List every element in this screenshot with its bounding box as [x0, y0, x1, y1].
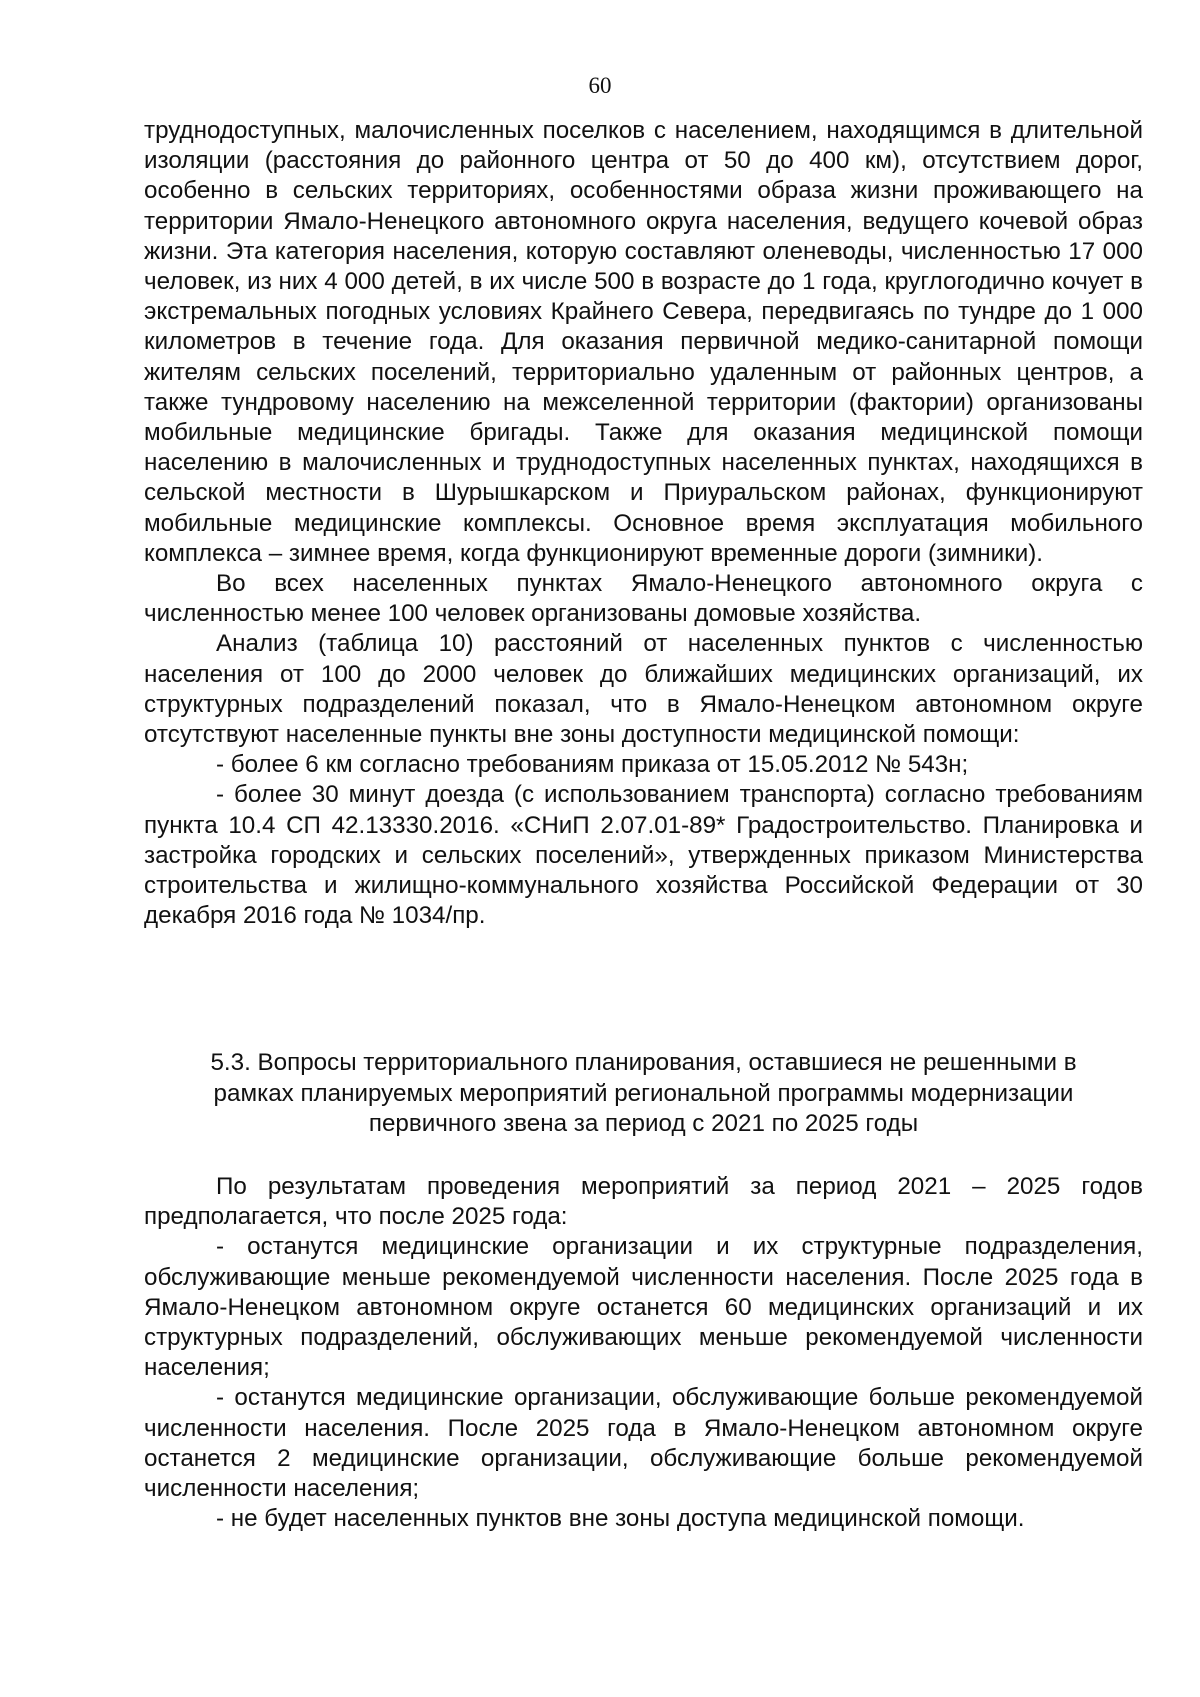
section-heading	[144, 1048, 1143, 1140]
page-number: 60	[588, 73, 612, 98]
list-item-travel-time: - более 30 минут доезда (с использованием транспорта) согласно требованиям пункта 10.4 СП 42.13330.2016. «СНиП 2.07.01-89* Градостроительство. Планировка и застройка городских и сельских поселений», утвержденных приказом Министерства строительства и жилищно-коммунального хозяйства Российской Федерации от 30 декабря 2016 года № 1034/пр.	[144, 781, 1143, 930]
list-item-distance: - более 6 км согласно требованиям приказа от 15.05.2012 № 543н;	[216, 751, 969, 779]
paragraph-continuation: труднодоступных, малочисленных поселков с населением, находящимся в длительной изоляции (расстояния до районного центра от 50 до 400 км), отсутствием дорог, особенно в сельских территориях, особенностями образа жизни проживающего на территории Ямало-Ненецкого автономного округа населения, ведущего кочевой образ жизни. Эта категория населения, которую составляют оленеводы, численностью 17 000 человек, из них 4 000 детей, в их числе 500 в возрасте до 1 года, круглогодично кочует в экстремальных погодных условиях Крайнего Севера, передвигаясь по тундре до 1 000 километров в течение года. Для оказания первичной медико-санитарной помощи жителям сельских поселений, территориально удаленным от районных центров, а также тундровому населению на межселенной территории (фактории) организованы мобильные медицинские бригады. Также для оказания медицинской помощи населению в малочисленных и труднодоступных населенных пунктах, находящихся в сельской местности в Шурышкарском и Приуральском районах, функционируют мобильные медицинские комплексы. Основное время эксплуатация мобильного комплекса – зимнее время, когда функционируют временные дороги (зимники).	[144, 117, 1143, 567]
heading-line: 5.3. Вопросы территориального планирования, оставшиеся не решенными в	[210, 1049, 1077, 1076]
intro-text-block	[144, 116, 1143, 931]
list-item-fewer-population: - останутся медицинские организации и их структурные подразделения, обслуживающие меньше рекомендуемой численности населения. После 2025 года в Ямало-Ненецком автономном округе останется 60 медицинских организаций и их структурных подразделений, обслуживающих меньше рекомендуемой численности населения;	[144, 1233, 1143, 1382]
paragraph-analysis: Анализ (таблица 10) расстояний от населенных пунктов с численностью населения от 100 до 2000 человек до ближайших медицинских организаций, их структурных подразделений показал, что в Ямало-Ненецком автономном округе отсутствуют населенные пункты вне зоны доступности медицинской помощи:	[144, 630, 1143, 749]
paragraph-results: По результатам проведения мероприятий за период 2021 – 2025 годов предполагается, что после 2025 года:	[144, 1173, 1143, 1231]
paragraph-household: Во всех населенных пунктах Ямало-Ненецкого автономного округа с численностью менее 100 человек организованы домовые хозяйства.	[144, 570, 1143, 628]
heading-line: рамках планируемых мероприятий региональной программы модернизации	[213, 1079, 1074, 1107]
heading-line: первичного звена за период с 2021 по 2025 годы	[368, 1110, 919, 1137]
list-item-no-settlements: - не будет населенных пунктов вне зоны доступа медицинской помощи.	[216, 1505, 1025, 1533]
list-item-more-population: - останутся медицинские организации, обслуживающие больше рекомендуемой численности населения. После 2025 года в Ямало-Ненецком автономном округе останется 2 медицинские организации, обслуживающие больше рекомендуемой численности населения;	[144, 1384, 1143, 1503]
section-text-block	[144, 1172, 1143, 1534]
